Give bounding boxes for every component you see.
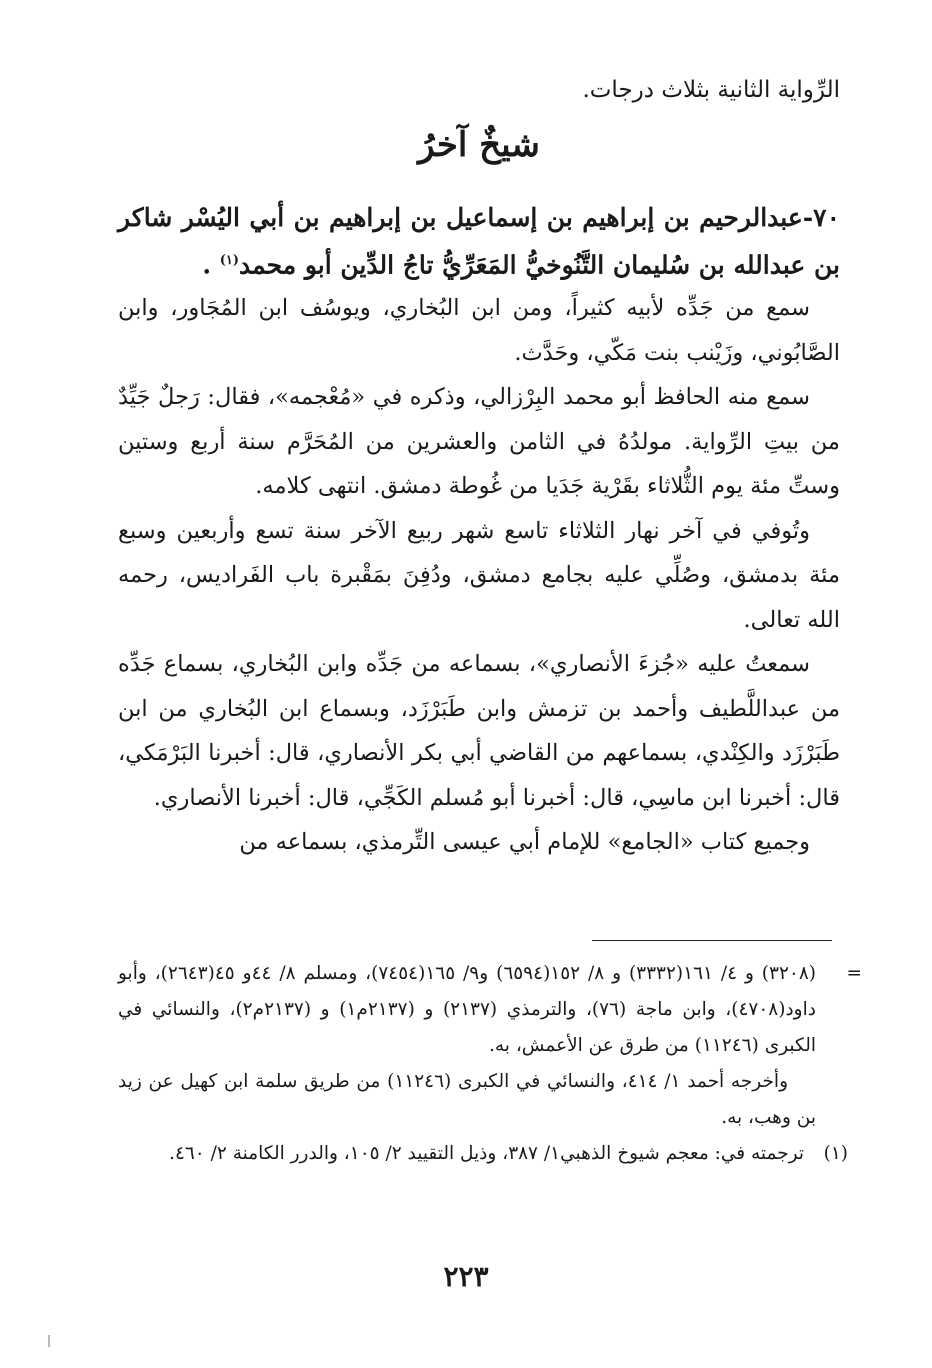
- footnote-separator: [592, 940, 832, 941]
- page-body: [118, 68, 840, 865]
- footnote-reference[interactable]: (١): [219, 253, 240, 268]
- footnote-continuation-text: (٣٢٠٨) و ٤/ ١٦١(٣٣٣٢) و ٨/ ١٥٢(٦٥٩٤) و٩/ ١٦٥(٧٤٥٤)، ومسلم ٨/ ٤٤و ٤٥(٢٦٤٣)، وأبو داود(٤٧٠٨)، وابن ماجة (٧٦)، والترمذي (٢١٣٧) و (٢١٣٧م١) و (٢١٣٧م٢)، والنسائي في الكبرى (١١٢٤٦) من طرق عن الأعمش، به.: [118, 963, 816, 1056]
- entry-title: [118, 196, 840, 286]
- paragraph-death: وتُوفي في آخر نهار الثلاثاء تاسع شهر ربيع الآخر سنة تسع وأربعين وسبع مئة بدمشق، وصُلِّي عليه بجامع دمشق، ودُفِنَ بمَقْبرة باب الفَراديس، رحمه الله تعالى.: [118, 517, 840, 633]
- footnotes: [118, 956, 862, 1172]
- footnote-second: وأخرجه أحمد ١/ ٤١٤، والنسائي في الكبرى (١١٢٤٦) من طريق سلمة ابن كهيل عن زيد بن وهب، به.: [118, 1071, 816, 1128]
- continuation-marker: =: [846, 963, 862, 984]
- entry-name: ٧٠-عبدالرحيم بن إبراهيم بن إسماعيل بن إبراهيم بن أبي اليُسْر شاكر بن عبدالله بن سُليمان التَّنُوخيُّ المَعَرِّيُّ تاجُ الدِّين أبو محمد: [118, 203, 840, 280]
- section-heading: شيخٌ آخرُ: [418, 125, 540, 165]
- footnote-1-marker: (١): [823, 1143, 848, 1164]
- paragraph-transmission: سمعتُ عليه «جُزءَ الأنصاري»، بسماعه من جَدِّه وابن البُخاري، بسماع جَدِّه من عبداللَّطيف وأحمد بن تزمش وابن طَبَرْزَد، وبسماع ابن البُخاري من ابن طَبَرْزَد والكِنْدي، بسماعهم من القاضي أبي بكر الأنصاري، قال: أخبرنا البَرْمَكي، قال: أخبرنا ابن ماسِي، قال: أخبرنا أبو مُسلم الكَجِّي، قال: أخبرنا الأنصاري.: [118, 651, 840, 811]
- footnote-1-text: ترجمته في: معجم شيوخ الذهبي١/ ٣٨٧، وذيل التقييد ٢/ ١٠٥، والدرر الكامنة ٢/ ٤٦٠.: [169, 1143, 804, 1164]
- paragraph-jami: وجميع كتاب «الجامع» للإمام أبي عيسى التِّرمذي، بسماعه من: [239, 829, 810, 856]
- previous-entry-ending: الرِّواية الثانية بثلاث درجات.: [582, 77, 840, 103]
- page-number: ٢٢٣: [443, 1260, 489, 1293]
- paragraph-birth: سمع منه الحافظ أبو محمد البِرْزالي، وذكره في «مُعْجمه»، فقال: رَجلٌ جَيِّدٌ من بيتِ الرِّواية. مولدُهُ في الثامن والعشرين من المُحَرَّم سنة أربع وستين وستِّ مئة يوم الثُّلاثاء بقَرْية جَدَيا من غُوطة دمشق. انتهى كلامه.: [118, 384, 840, 500]
- scan-mark: [48, 1335, 50, 1347]
- footnote-continuation: [118, 956, 862, 1064]
- entry-title-end: .: [202, 250, 212, 280]
- paragraph-teachers: سمع من جَدِّه لأبيه كثيراً، ومن ابن البُخاري، ويوسُف ابن المُجَاور، وابن الصَّابُوني، وزَيْنب بنت مَكّي، وحَدَّث.: [118, 295, 840, 366]
- footnote-1: [118, 1136, 848, 1172]
